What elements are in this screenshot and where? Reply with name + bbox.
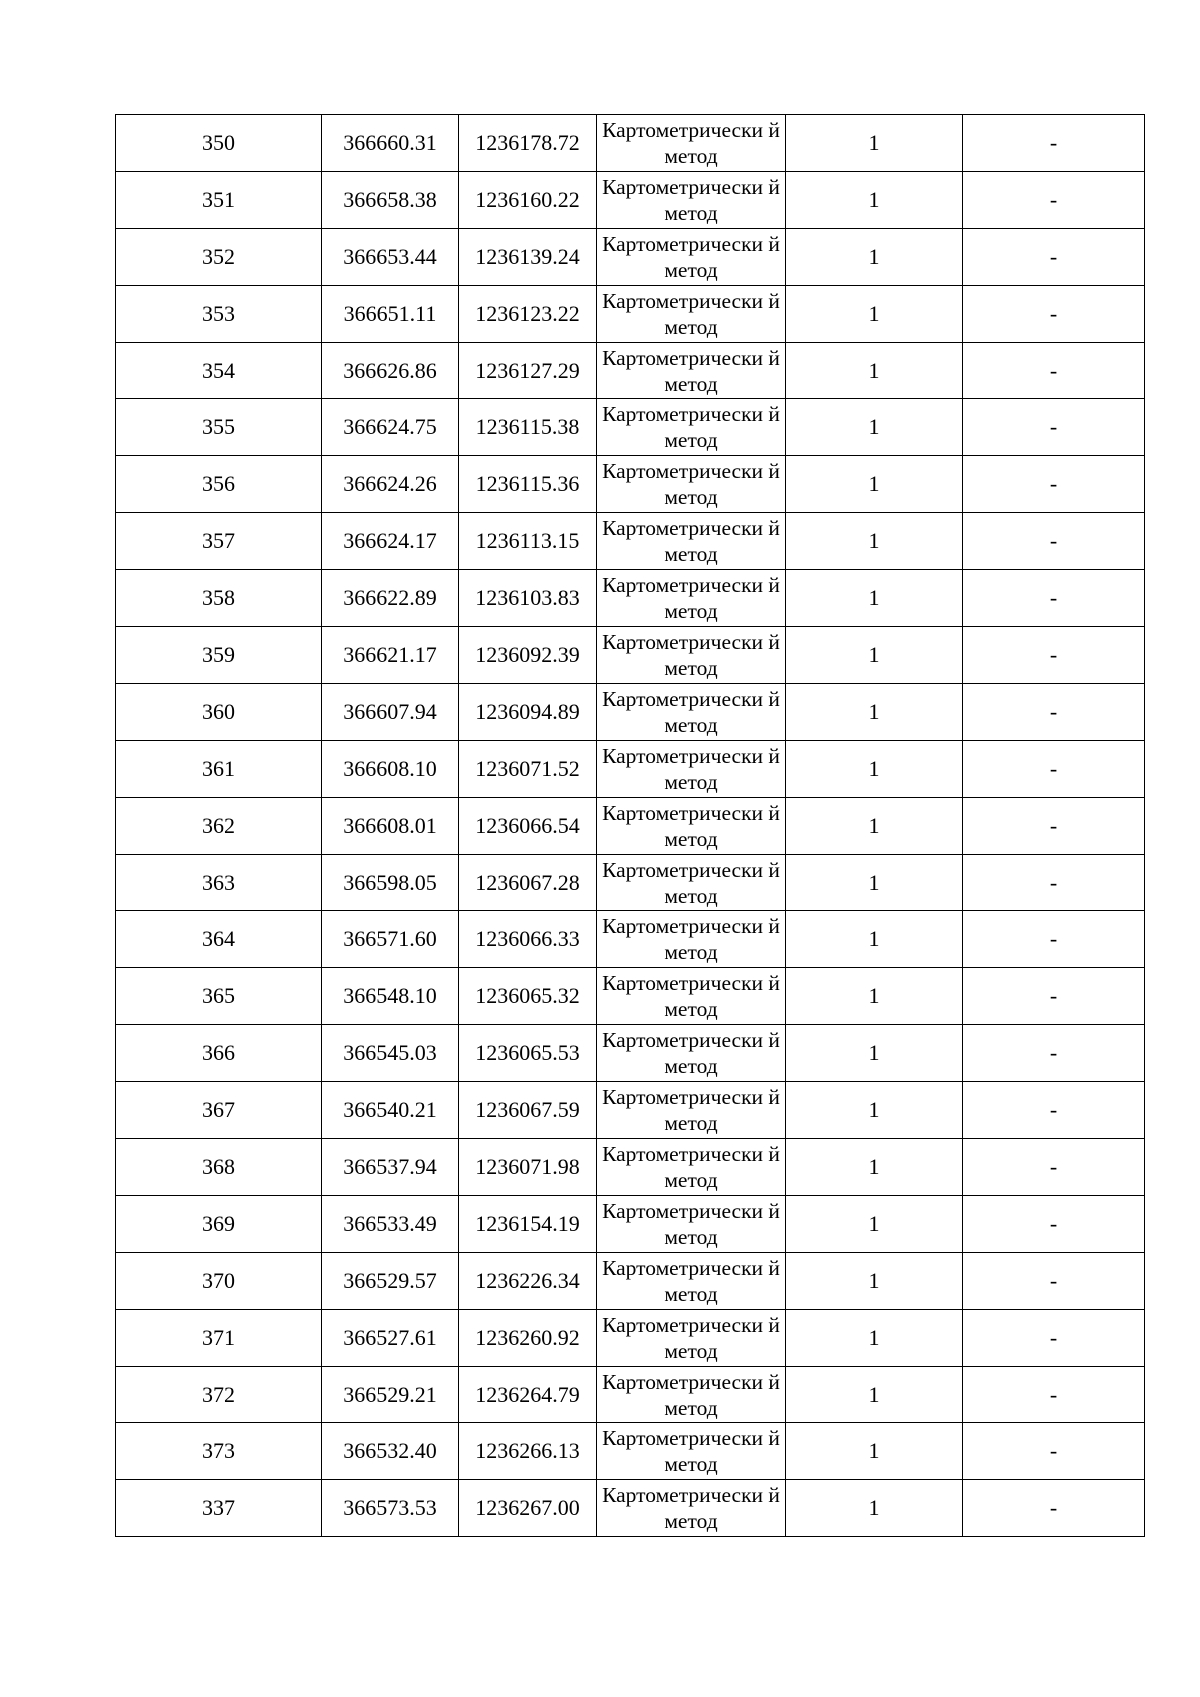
description-cell: - — [963, 1423, 1145, 1480]
point-number-cell: 365 — [116, 968, 322, 1025]
y-coordinate-cell: 1236264.79 — [459, 1366, 597, 1423]
y-coordinate-cell: 1236123.22 — [459, 285, 597, 342]
point-number-cell: 356 — [116, 456, 322, 513]
table-row — [116, 115, 1145, 172]
x-coordinate-cell: 366624.26 — [322, 456, 459, 513]
x-coordinate-cell: 366653.44 — [322, 228, 459, 285]
x-coordinate-cell: 366626.86 — [322, 342, 459, 399]
y-coordinate-cell: 1236127.29 — [459, 342, 597, 399]
description-cell: - — [963, 115, 1145, 172]
point-number-cell: 357 — [116, 513, 322, 570]
point-number-cell: 367 — [116, 1082, 322, 1139]
method-cell: Картометрически й метод — [597, 854, 786, 911]
point-number-cell: 337 — [116, 1480, 322, 1537]
accuracy-cell: 1 — [786, 797, 963, 854]
table-row — [116, 1480, 1145, 1537]
accuracy-cell: 1 — [786, 342, 963, 399]
point-number-cell: 369 — [116, 1195, 322, 1252]
y-coordinate-cell: 1236226.34 — [459, 1252, 597, 1309]
table-row — [116, 1025, 1145, 1082]
table-row — [116, 1309, 1145, 1366]
x-coordinate-cell: 366608.01 — [322, 797, 459, 854]
x-coordinate-cell: 366651.11 — [322, 285, 459, 342]
method-cell: Картометрически й метод — [597, 1195, 786, 1252]
y-coordinate-cell: 1236154.19 — [459, 1195, 597, 1252]
description-cell: - — [963, 570, 1145, 627]
accuracy-cell: 1 — [786, 285, 963, 342]
table-row — [116, 627, 1145, 684]
accuracy-cell: 1 — [786, 1366, 963, 1423]
accuracy-cell: 1 — [786, 399, 963, 456]
method-cell: Картометрически й метод — [597, 228, 786, 285]
x-coordinate-cell: 366598.05 — [322, 854, 459, 911]
accuracy-cell: 1 — [786, 683, 963, 740]
description-cell: - — [963, 1309, 1145, 1366]
y-coordinate-cell: 1236067.28 — [459, 854, 597, 911]
description-cell: - — [963, 285, 1145, 342]
accuracy-cell: 1 — [786, 911, 963, 968]
point-number-cell: 359 — [116, 627, 322, 684]
accuracy-cell: 1 — [786, 968, 963, 1025]
table-row — [116, 1082, 1145, 1139]
table-row — [116, 911, 1145, 968]
point-number-cell: 373 — [116, 1423, 322, 1480]
accuracy-cell: 1 — [786, 740, 963, 797]
accuracy-cell: 1 — [786, 456, 963, 513]
description-cell: - — [963, 740, 1145, 797]
accuracy-cell: 1 — [786, 1139, 963, 1196]
description-cell: - — [963, 1252, 1145, 1309]
point-number-cell: 361 — [116, 740, 322, 797]
y-coordinate-cell: 1236066.33 — [459, 911, 597, 968]
point-number-cell: 362 — [116, 797, 322, 854]
point-number-cell: 364 — [116, 911, 322, 968]
point-number-cell: 366 — [116, 1025, 322, 1082]
table-row — [116, 1195, 1145, 1252]
table-row — [116, 399, 1145, 456]
accuracy-cell: 1 — [786, 854, 963, 911]
description-cell: - — [963, 627, 1145, 684]
y-coordinate-cell: 1236267.00 — [459, 1480, 597, 1537]
method-cell: Картометрически й метод — [597, 1309, 786, 1366]
method-cell: Картометрически й метод — [597, 285, 786, 342]
y-coordinate-cell: 1236113.15 — [459, 513, 597, 570]
method-cell: Картометрически й метод — [597, 627, 786, 684]
method-cell: Картометрически й метод — [597, 399, 786, 456]
table-row — [116, 854, 1145, 911]
table-row — [116, 228, 1145, 285]
table-row — [116, 171, 1145, 228]
table-row — [116, 1139, 1145, 1196]
method-cell: Картометрически й метод — [597, 1139, 786, 1196]
x-coordinate-cell: 366607.94 — [322, 683, 459, 740]
accuracy-cell: 1 — [786, 1480, 963, 1537]
table-row — [116, 968, 1145, 1025]
x-coordinate-cell: 366608.10 — [322, 740, 459, 797]
method-cell: Картометрически й метод — [597, 1082, 786, 1139]
y-coordinate-cell: 1236071.52 — [459, 740, 597, 797]
y-coordinate-cell: 1236139.24 — [459, 228, 597, 285]
method-cell: Картометрически й метод — [597, 1252, 786, 1309]
x-coordinate-cell: 366532.40 — [322, 1423, 459, 1480]
x-coordinate-cell: 366540.21 — [322, 1082, 459, 1139]
method-cell: Картометрически й метод — [597, 1480, 786, 1537]
y-coordinate-cell: 1236260.92 — [459, 1309, 597, 1366]
method-cell: Картометрически й метод — [597, 456, 786, 513]
accuracy-cell: 1 — [786, 570, 963, 627]
description-cell: - — [963, 513, 1145, 570]
accuracy-cell: 1 — [786, 1309, 963, 1366]
description-cell: - — [963, 911, 1145, 968]
method-cell: Картометрически й метод — [597, 342, 786, 399]
point-number-cell: 354 — [116, 342, 322, 399]
description-cell: - — [963, 683, 1145, 740]
point-number-cell: 353 — [116, 285, 322, 342]
description-cell: - — [963, 1082, 1145, 1139]
x-coordinate-cell: 366622.89 — [322, 570, 459, 627]
table-row — [116, 740, 1145, 797]
x-coordinate-cell: 366571.60 — [322, 911, 459, 968]
coordinates-table-body — [116, 115, 1145, 1537]
table-row — [116, 1366, 1145, 1423]
accuracy-cell: 1 — [786, 1025, 963, 1082]
x-coordinate-cell: 366545.03 — [322, 1025, 459, 1082]
y-coordinate-cell: 1236071.98 — [459, 1139, 597, 1196]
y-coordinate-cell: 1236067.59 — [459, 1082, 597, 1139]
x-coordinate-cell: 366527.61 — [322, 1309, 459, 1366]
table-row — [116, 683, 1145, 740]
method-cell: Картометрически й метод — [597, 570, 786, 627]
description-cell: - — [963, 968, 1145, 1025]
point-number-cell: 363 — [116, 854, 322, 911]
description-cell: - — [963, 854, 1145, 911]
method-cell: Картометрически й метод — [597, 968, 786, 1025]
method-cell: Картометрически й метод — [597, 1423, 786, 1480]
point-number-cell: 355 — [116, 399, 322, 456]
method-cell: Картометрически й метод — [597, 1366, 786, 1423]
accuracy-cell: 1 — [786, 115, 963, 172]
point-number-cell: 351 — [116, 171, 322, 228]
coordinates-table — [115, 114, 1145, 1537]
table-row — [116, 456, 1145, 513]
y-coordinate-cell: 1236115.38 — [459, 399, 597, 456]
method-cell: Картометрически й метод — [597, 513, 786, 570]
description-cell: - — [963, 456, 1145, 513]
x-coordinate-cell: 366573.53 — [322, 1480, 459, 1537]
y-coordinate-cell: 1236103.83 — [459, 570, 597, 627]
x-coordinate-cell: 366533.49 — [322, 1195, 459, 1252]
description-cell: - — [963, 1366, 1145, 1423]
accuracy-cell: 1 — [786, 1252, 963, 1309]
y-coordinate-cell: 1236178.72 — [459, 115, 597, 172]
accuracy-cell: 1 — [786, 627, 963, 684]
y-coordinate-cell: 1236066.54 — [459, 797, 597, 854]
table-row — [116, 1252, 1145, 1309]
y-coordinate-cell: 1236065.53 — [459, 1025, 597, 1082]
x-coordinate-cell: 366621.17 — [322, 627, 459, 684]
y-coordinate-cell: 1236065.32 — [459, 968, 597, 1025]
accuracy-cell: 1 — [786, 228, 963, 285]
accuracy-cell: 1 — [786, 1082, 963, 1139]
description-cell: - — [963, 228, 1145, 285]
table-row — [116, 342, 1145, 399]
description-cell: - — [963, 1139, 1145, 1196]
y-coordinate-cell: 1236160.22 — [459, 171, 597, 228]
accuracy-cell: 1 — [786, 171, 963, 228]
description-cell: - — [963, 1480, 1145, 1537]
x-coordinate-cell: 366658.38 — [322, 171, 459, 228]
point-number-cell: 360 — [116, 683, 322, 740]
x-coordinate-cell: 366537.94 — [322, 1139, 459, 1196]
method-cell: Картометрически й метод — [597, 911, 786, 968]
point-number-cell: 368 — [116, 1139, 322, 1196]
point-number-cell: 352 — [116, 228, 322, 285]
description-cell: - — [963, 1025, 1145, 1082]
x-coordinate-cell: 366624.17 — [322, 513, 459, 570]
description-cell: - — [963, 797, 1145, 854]
y-coordinate-cell: 1236092.39 — [459, 627, 597, 684]
method-cell: Картометрически й метод — [597, 740, 786, 797]
accuracy-cell: 1 — [786, 513, 963, 570]
description-cell: - — [963, 342, 1145, 399]
table-row — [116, 513, 1145, 570]
y-coordinate-cell: 1236266.13 — [459, 1423, 597, 1480]
table-row — [116, 1423, 1145, 1480]
point-number-cell: 370 — [116, 1252, 322, 1309]
description-cell: - — [963, 399, 1145, 456]
y-coordinate-cell: 1236115.36 — [459, 456, 597, 513]
x-coordinate-cell: 366624.75 — [322, 399, 459, 456]
table-row — [116, 570, 1145, 627]
point-number-cell: 358 — [116, 570, 322, 627]
method-cell: Картометрически й метод — [597, 683, 786, 740]
x-coordinate-cell: 366529.21 — [322, 1366, 459, 1423]
description-cell: - — [963, 171, 1145, 228]
table-row — [116, 285, 1145, 342]
x-coordinate-cell: 366529.57 — [322, 1252, 459, 1309]
method-cell: Картометрически й метод — [597, 797, 786, 854]
accuracy-cell: 1 — [786, 1423, 963, 1480]
table-row — [116, 797, 1145, 854]
point-number-cell: 372 — [116, 1366, 322, 1423]
point-number-cell: 350 — [116, 115, 322, 172]
point-number-cell: 371 — [116, 1309, 322, 1366]
x-coordinate-cell: 366548.10 — [322, 968, 459, 1025]
method-cell: Картометрически й метод — [597, 171, 786, 228]
x-coordinate-cell: 366660.31 — [322, 115, 459, 172]
method-cell: Картометрически й метод — [597, 115, 786, 172]
y-coordinate-cell: 1236094.89 — [459, 683, 597, 740]
method-cell: Картометрически й метод — [597, 1025, 786, 1082]
description-cell: - — [963, 1195, 1145, 1252]
accuracy-cell: 1 — [786, 1195, 963, 1252]
